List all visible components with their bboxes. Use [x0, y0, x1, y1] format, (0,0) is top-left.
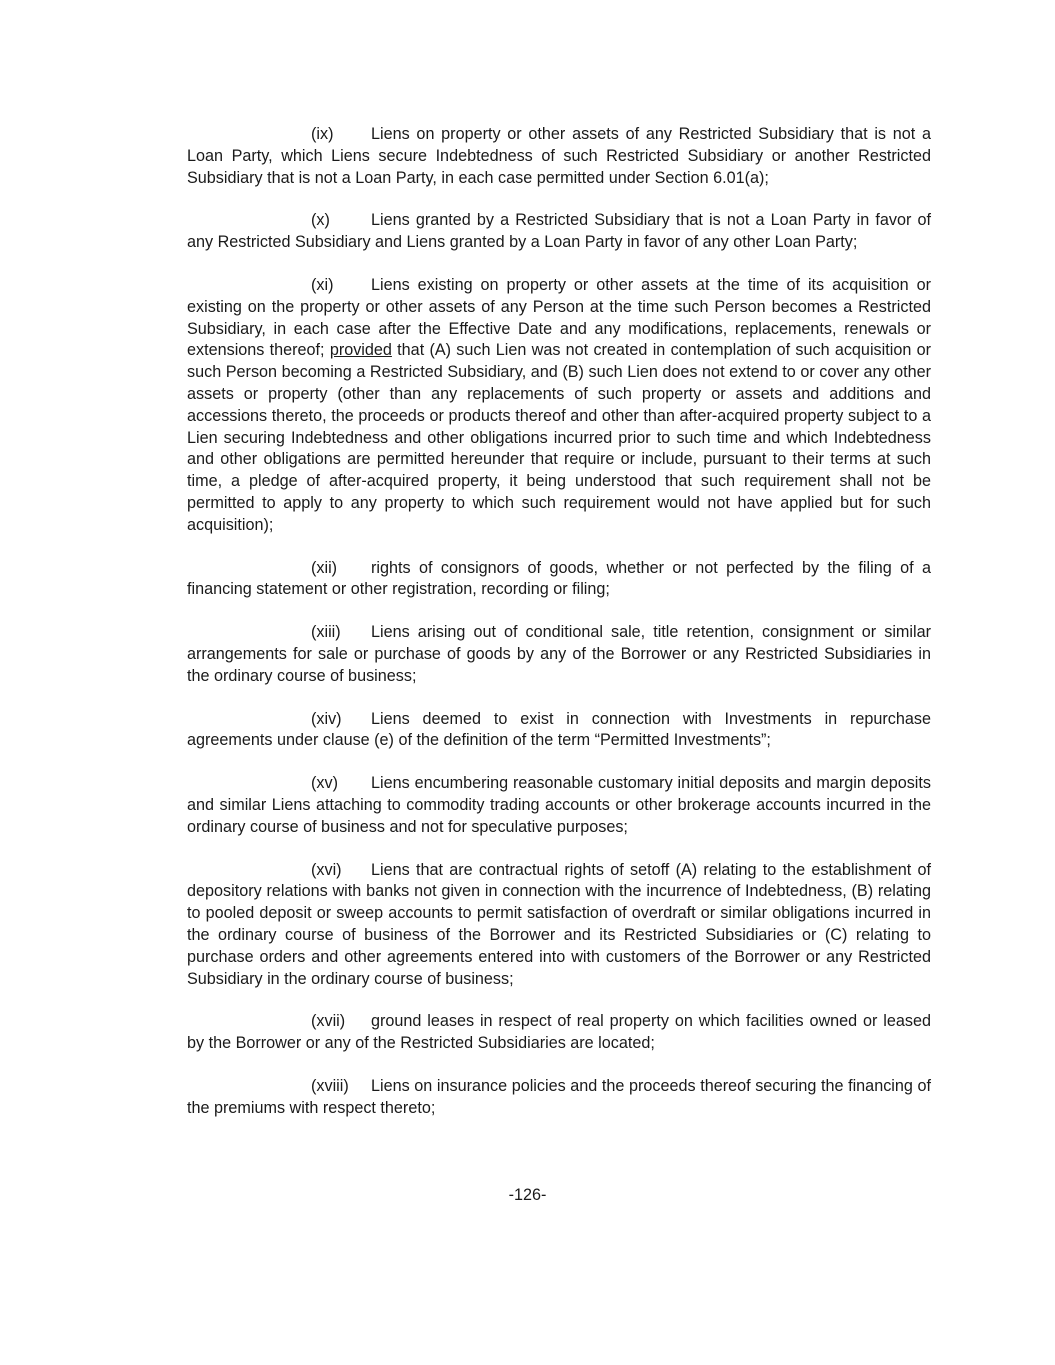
clause-text: Liens existing on property or other assets at the time of its acquisition or existing on the property or other assets of any Person at the time such Person becomes a Restricted Subsidiary, in each case after the Effective Date and any modifications, replacements, renewals or extensions thereof; [187, 275, 931, 360]
clause-number: (xi) [311, 275, 334, 294]
page-number: -126- [508, 1186, 547, 1204]
clause-number: (xiv) [311, 709, 342, 728]
clause-xv [187, 773, 931, 838]
clause-xi [187, 275, 931, 537]
clause-text: Liens deemed to exist in connection with Investments in repurchase agreements under clause (e) of the definition of the term “Permitted Investments”; [187, 709, 931, 750]
clause-number: (xii) [311, 558, 338, 577]
clause-text: Liens on property or other assets of any Restricted Subsidiary that is not a Loan Party, which Liens secure Indebtedness of such Restricted Subsidiary or another Restricted Subsidiary that is not a Loan Party, in each case permitted under Section 6.01(a); [187, 125, 931, 187]
clause-xvii [187, 1011, 931, 1055]
clause-text: rights of consignors of goods, whether or not perfected by the filing of a financing statement or other registration, recording or filing; [187, 558, 931, 599]
clause-text: Liens encumbering reasonable customary initial deposits and margin deposits and similar Liens attaching to commodity trading accounts or other brokerage accounts incurred in the ordinary course of business and not for speculative purposes; [187, 774, 931, 836]
clause-text: Liens that are contractual rights of setoff (A) relating to the establishment of depository relations with banks not given in connection with the incurrence of Indebtedness, (B) relating to pooled deposit or sweep accounts to permit satisfaction of overdraft or similar obligations incurred in the ordinary course of business of the Borrower and its Restricted Subsidiaries or (C) relating to purchase orders and other agreements entered into with customers of the Borrower or any Restricted Subsidiary in the ordinary course of business; [187, 860, 931, 988]
clause-text: Liens arising out of conditional sale, title retention, consignment or similar arrangements for sale or purchase of goods by any of the Borrower or any Restricted Subsidiaries in the ordinary course of business; [187, 623, 931, 685]
clause-xiv [187, 709, 931, 753]
clause-number: (xvii) [311, 1012, 346, 1031]
clause-text: Liens granted by a Restricted Subsidiary that is not a Loan Party in favor of any Restricted Subsidiary and Liens granted by a Loan Party in favor of any other Loan Party; [187, 211, 931, 252]
clause-number: (ix) [311, 125, 334, 143]
document-body [187, 124, 931, 1140]
clause-text: ground leases in respect of real property on which facilities owned or leased by the Borrower or any of the Restricted Subsidiaries are located; [187, 1012, 931, 1053]
clause-number: (xv) [311, 774, 338, 793]
clause-text-continued: that (A) such Lien was not created in contemplation of such acquisition or such Person becoming a Restricted Subsidiary, and (B) such Lien does not extend to or cover any other assets or property (other than any replacements of such property or assets and additions and accessions thereto, the proceeds or products thereof and other than after-acquired property subject to a Lien securing Indebtedness and other obligations incurred prior to such time and which Indebtedness and other obligations are permitted hereunder that require or include, pursuant to their terms at such time, a pledge of after-acquired property, it being understood that such requirement shall not be permitted to apply to any property to which such requirement would not have applied but for such acquisition); [187, 341, 931, 534]
provided-term: provided [329, 341, 392, 360]
clause-number: (x) [311, 211, 330, 230]
clause-xviii [187, 1076, 931, 1120]
clause-xii [187, 558, 931, 602]
clause-number: (xiii) [311, 623, 341, 642]
clause-number: (xviii) [311, 1076, 349, 1095]
clause-xvi [187, 860, 931, 991]
clause-text: Liens on insurance policies and the proceeds thereof securing the financing of the premiums with respect thereto; [187, 1076, 931, 1117]
clause-ix [187, 124, 931, 189]
clause-number: (xvi) [311, 860, 342, 879]
clause-x [187, 210, 931, 254]
clause-xiii [187, 622, 931, 687]
